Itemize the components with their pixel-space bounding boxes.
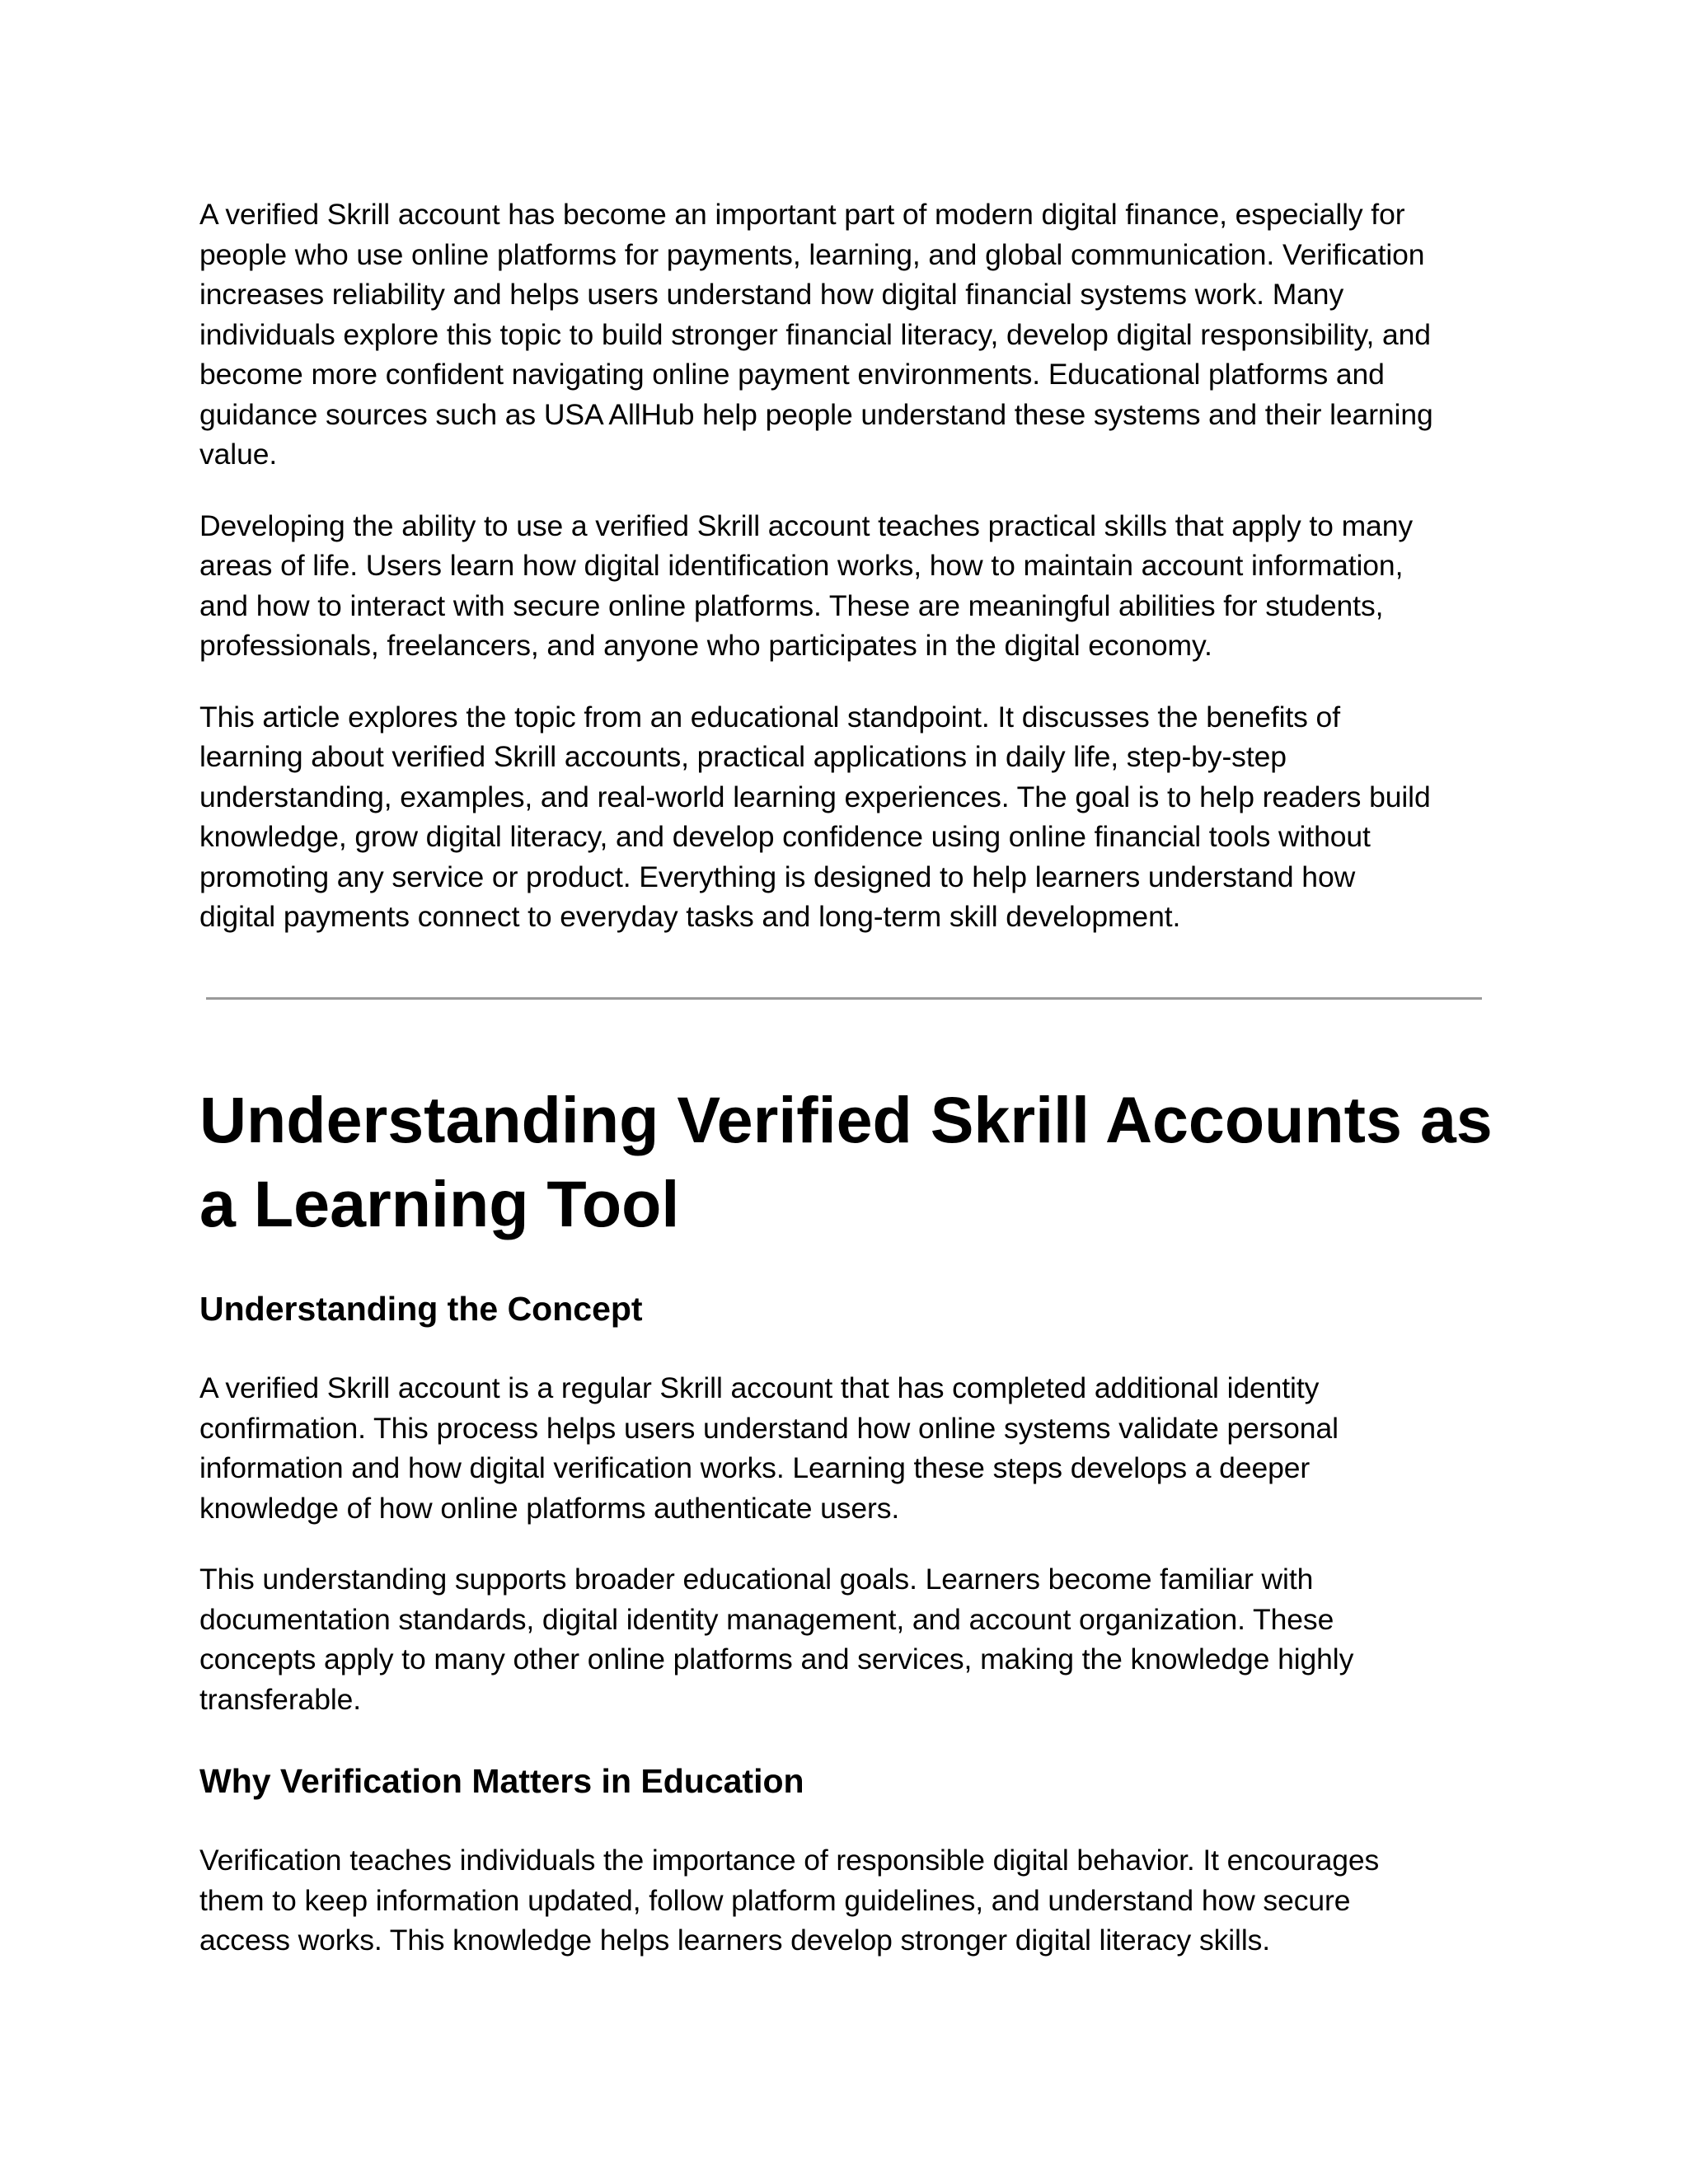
- section-paragraph: This understanding supports broader educational goals. Learners become familiar with documentation standards, digital identity management, and account organization. These concepts apply to many other online platforms and services, making the knowledge highly transferable.: [199, 1563, 1354, 1716]
- intro-section: [199, 194, 1502, 937]
- section-why-verification: [199, 1760, 1502, 1961]
- main-heading: Understanding Verified Skrill Accounts as a Learning Tool: [199, 1083, 1493, 1240]
- intro-paragraph: Developing the ability to use a verified Skrill account teaches practical skills that apply to many areas of life. Users learn how digital identification works, how to maintain account information, and how to interact with secure online platforms. These are meaningful abilities for students, professionals, freelancers, and anyone who participates in the digital economy.: [199, 509, 1413, 662]
- horizontal-divider: [206, 997, 1482, 1000]
- section-understanding-concept: [199, 1288, 1502, 1719]
- section-paragraph: A verified Skrill account is a regular Skrill account that has completed additional identity confirmation. This process helps users understand how online systems validate personal information and how digital verification works. Learning these steps develops a deeper knowledge of how online platforms authenticate users.: [199, 1371, 1339, 1525]
- section-heading: Understanding the Concept: [199, 1290, 643, 1328]
- section-heading: Why Verification Matters in Education: [199, 1762, 804, 1800]
- section-paragraph: Verification teaches individuals the importance of responsible digital behavior. It encourages them to keep information updated, follow platform guidelines, and understand how secure access works. This knowledge helps learners develop stronger digital literacy skills.: [199, 1844, 1380, 1957]
- intro-paragraph: This article explores the topic from an educational standpoint. It discusses the benefits of learning about verified Skrill accounts, practical applications in daily life, step-by-step understanding, examples, and real-world learning experiences. The goal is to help readers build knowledge, grow digital literacy, and develop confidence using online financial tools without promoting any service or product. Everything is designed to help learners understand how digital payments connect to everyday tasks and long-term skill development.: [199, 700, 1431, 933]
- intro-paragraph: A verified Skrill account has become an important part of modern digital finance, especially for people who use online platforms for payments, learning, and global communication. Verification increases reliability and helps users understand how digital financial systems work. Many individuals explore this topic to build stronger financial literacy, develop digital responsibility, and become more confident navigating online payment environments. Educational platforms and guidance sources such as USA AllHub help people understand these systems and their learning value.: [199, 198, 1433, 471]
